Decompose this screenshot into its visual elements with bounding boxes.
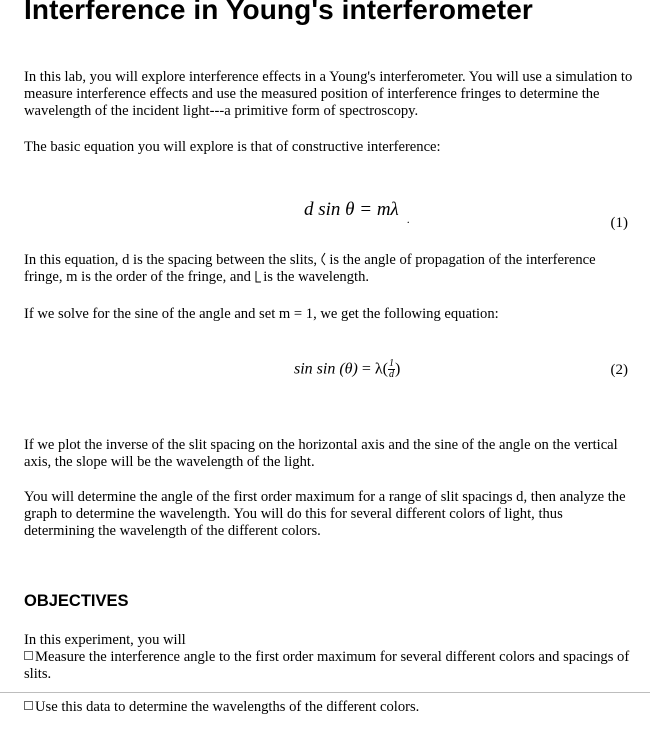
basic-equation-lead: The basic equation you will explore is that of constructive interference:	[24, 139, 441, 155]
equation-2-fraction	[388, 359, 395, 380]
bullet-icon	[24, 651, 33, 660]
equation-2-equals: = λ(	[361, 360, 388, 378]
equation-1: d sin θ = mλ $_.$	[304, 199, 410, 226]
variables-paragraph	[24, 252, 634, 286]
lambda-glyph-icon	[255, 269, 260, 284]
equation-2	[294, 359, 400, 380]
page-divider	[0, 692, 650, 693]
intro-paragraph: In this lab, you will explore interference effects in a Young's interferometer. You will use a simulation to measure interference effects and use the measured position of interference fringes to determine the wavelength of the incident light---a primitive form of spectroscopy.	[24, 69, 633, 119]
objective-item-1	[24, 649, 634, 683]
determine-paragraph: You will determine the angle of the first order maximum for a range of slit spacings d, then analyze the graph to determine the wavelength. You will do this for several different colors of light, thus determining the wavelength of the different colors.	[24, 489, 626, 539]
objective-item-2	[24, 699, 634, 716]
equation-1-number: (1)	[610, 215, 628, 231]
solve-lead: If we solve for the sine of the angle and set m = 1, we get the following equation:	[24, 306, 499, 322]
equation-1-text: d sin θ = mλ	[304, 199, 399, 220]
equation-2-close: )	[394, 360, 401, 378]
equation-2-left: sin sin (θ)	[294, 360, 358, 378]
bullet-icon	[24, 701, 33, 710]
fraction-numerator: 1	[388, 358, 394, 369]
objectives-heading: OBJECTIVES	[24, 592, 129, 610]
plot-paragraph: If we plot the inverse of the slit spacing on the horizontal axis and the sine of the angle on the vertical axis, the slope will be the wavelength of the light.	[24, 437, 618, 470]
document-title: Interference in Young's interferometer	[24, 0, 533, 25]
objective-text-1: Measure the interference angle to the first order maximum for several different colors and spacings of slits.	[24, 649, 630, 682]
variables-text-a: In this equation, d is the spacing between the slits,	[24, 252, 318, 268]
fraction-denominator: d	[388, 369, 394, 380]
objectives-intro: In this experiment, you will	[24, 632, 186, 648]
variables-text-c: is the wavelength.	[263, 269, 370, 285]
equation-2-number: (2)	[610, 362, 628, 378]
objective-text-2: Use this data to determine the wavelengths of the different colors.	[35, 699, 420, 715]
theta-glyph-icon	[321, 252, 326, 267]
variables-text-b: is the angle of propagation of the interference fringe, m is the order of the fringe, and	[24, 252, 596, 285]
